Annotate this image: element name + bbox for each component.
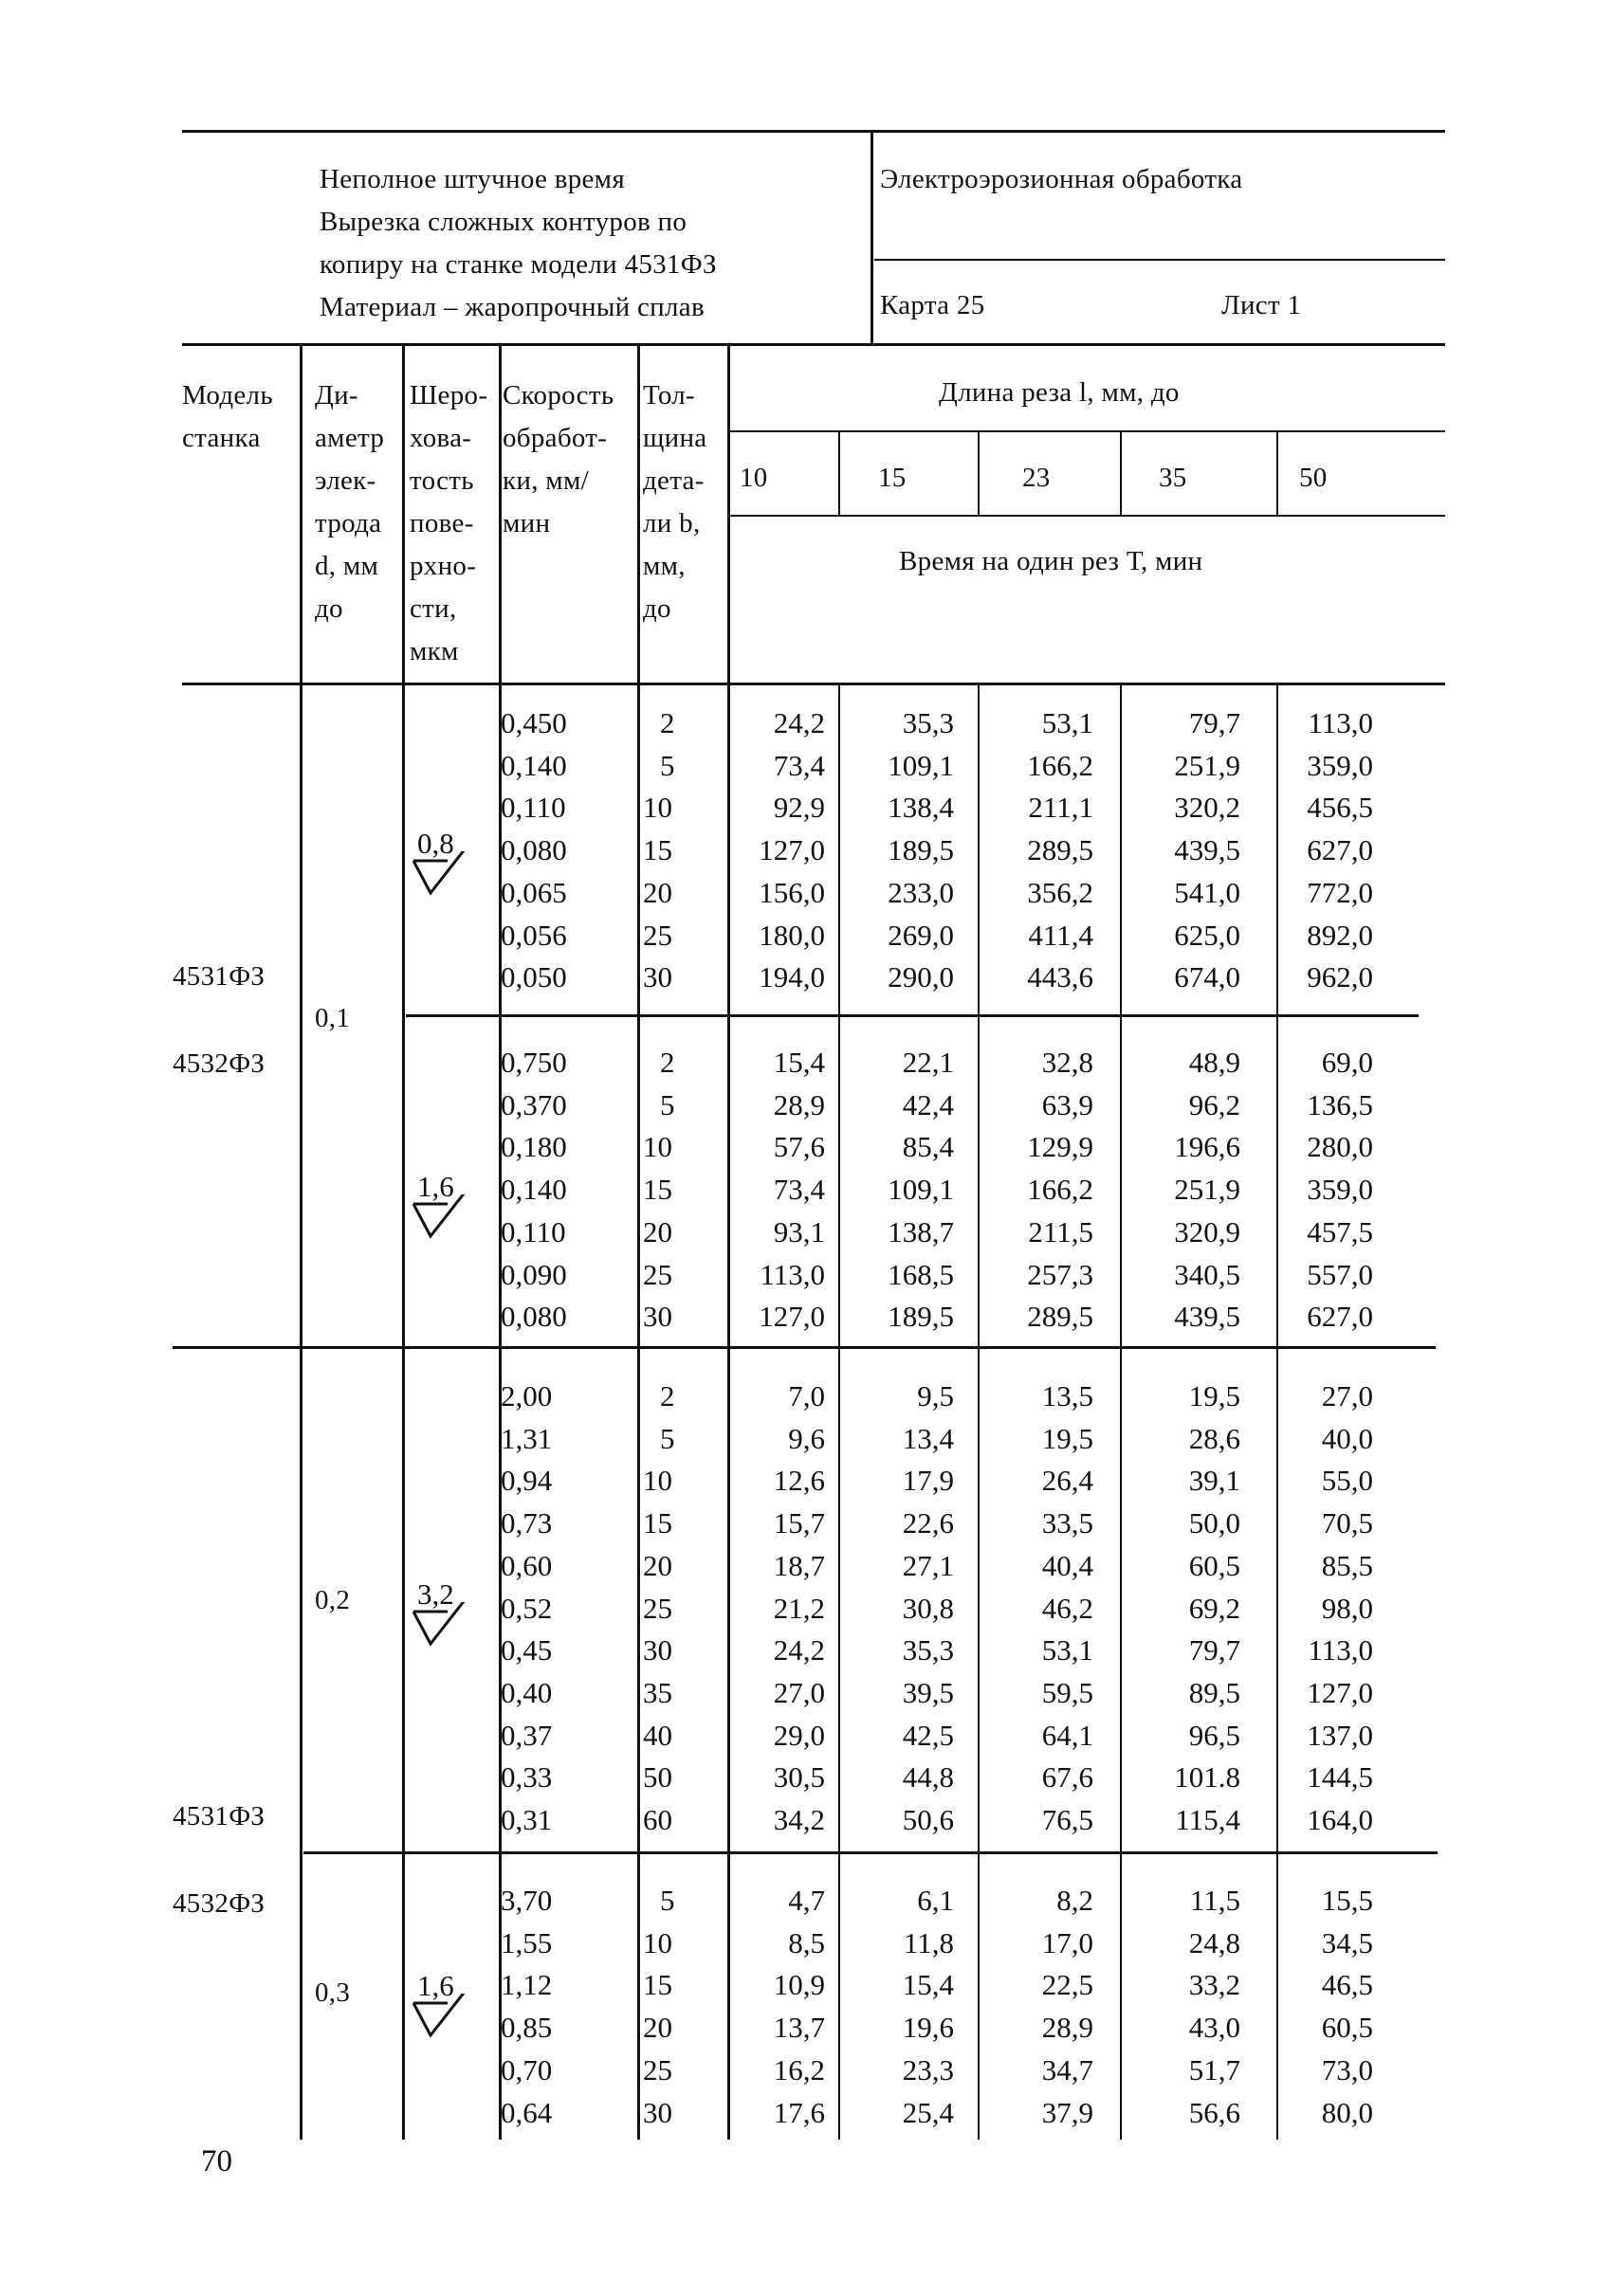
model-label: 4532ФЗ <box>173 1048 266 1079</box>
category-label: Электроэрозионная обработка <box>880 164 1243 194</box>
time-cell: 40,0 <box>1321 1421 1373 1455</box>
time-cell: 109,1 <box>888 1173 954 1207</box>
thickness-cell: 25 <box>643 1257 672 1291</box>
speed-cell: 0,370 <box>501 1087 567 1121</box>
speed-cell: 0,090 <box>501 1257 567 1291</box>
diameter-value: 0,2 <box>315 1585 351 1615</box>
time-cell: 40,4 <box>1041 1548 1093 1582</box>
time-cell: 359,0 <box>1307 748 1373 782</box>
time-cell: 28,6 <box>1188 1421 1240 1455</box>
time-cell: 113,0 <box>1308 1633 1373 1667</box>
time-cell: 26,4 <box>1041 1464 1093 1498</box>
diameter-header-line: d, мм <box>315 551 379 581</box>
time-cell: 50,6 <box>902 1803 954 1836</box>
time-cell: 251,9 <box>1174 1173 1240 1207</box>
roughness-value: 1,6 <box>417 1969 454 2002</box>
length-value-15: 15 <box>878 463 907 493</box>
time-cell: 164,0 <box>1307 1803 1373 1836</box>
time-cell: 24,8 <box>1188 1925 1240 1959</box>
time-cell: 42,4 <box>902 1087 954 1121</box>
thickness-cell: 25 <box>643 918 672 952</box>
time-cell: 290,0 <box>888 960 954 994</box>
speed-cell: 0,94 <box>501 1464 553 1498</box>
time-cell: 10,9 <box>773 1968 825 2002</box>
time-cell: 11,8 <box>903 1925 954 1959</box>
speed-header-line: обработ- <box>503 423 608 453</box>
body-divider-1 <box>300 683 302 2140</box>
speed-cell: 0,050 <box>501 960 567 994</box>
speed-cell: 0,110 <box>501 791 566 825</box>
time-cell: 456,5 <box>1307 791 1373 825</box>
time-cell: 80,0 <box>1321 2095 1373 2129</box>
length-value-10: 10 <box>740 463 768 493</box>
time-cell: 24,2 <box>773 1633 825 1667</box>
time-cell: 180,0 <box>759 918 825 952</box>
time-cell: 22,5 <box>1041 1968 1093 2002</box>
thickness-cell: 15 <box>643 1968 672 2002</box>
time-cell: 439,5 <box>1174 1300 1240 1334</box>
time-cell: 557,0 <box>1307 1257 1373 1291</box>
model-label: 4531ФЗ <box>173 961 266 992</box>
time-cell: 21,2 <box>773 1591 825 1625</box>
thickness-cell: 35 <box>643 1675 672 1709</box>
time-cell: 85,4 <box>902 1130 954 1164</box>
time-cell: 73,0 <box>1321 2052 1373 2086</box>
header-right-rule <box>874 259 1445 261</box>
time-cell: 53,1 <box>1041 1633 1093 1667</box>
roughness-header-line: рхно- <box>410 551 477 581</box>
time-cell: 13,7 <box>773 2011 825 2045</box>
time-cell: 34,7 <box>1041 2052 1093 2086</box>
speed-cell: 0,73 <box>501 1506 553 1540</box>
length-divider-3 <box>1120 430 1122 515</box>
time-cell: 34,2 <box>773 1803 825 1836</box>
time-cell: 211,5 <box>1028 1214 1093 1248</box>
time-cell: 8,5 <box>788 1925 825 1959</box>
time-cell: 627,0 <box>1307 1300 1373 1334</box>
time-cell: 42,5 <box>902 1718 954 1752</box>
thickness-cell: 5 <box>660 1884 675 1917</box>
colhead-divider-5 <box>727 343 730 683</box>
time-cell: 127,0 <box>759 1300 825 1334</box>
time-cell: 138,7 <box>888 1214 954 1248</box>
time-cell: 28,9 <box>773 1087 825 1121</box>
thickness-cell: 25 <box>643 2052 672 2086</box>
model-label: 4531ФЗ <box>173 1801 266 1831</box>
time-cell: 37,9 <box>1041 2095 1093 2129</box>
surface-finish-icon <box>410 1194 470 1248</box>
roughness-header-line: мкм <box>410 636 459 666</box>
thickness-cell: 10 <box>643 1130 672 1164</box>
time-cell: 17,6 <box>773 2095 825 2129</box>
time-cell: 127,0 <box>1307 1675 1373 1709</box>
speed-cell: 0,065 <box>501 875 567 909</box>
card-label: Карта 25 <box>880 290 985 320</box>
time-cell: 35,3 <box>902 706 954 739</box>
time-cell: 46,5 <box>1321 1968 1373 2002</box>
time-cell: 211,1 <box>1028 791 1093 825</box>
thickness-header-line: Тол- <box>643 380 695 410</box>
time-cell: 55,0 <box>1321 1464 1373 1498</box>
thickness-cell: 60 <box>643 1803 672 1836</box>
block-rule <box>173 1346 1436 1349</box>
thickness-cell: 20 <box>643 2011 672 2045</box>
time-cell: 15,5 <box>1321 1884 1373 1917</box>
time-cell: 93,1 <box>773 1214 825 1248</box>
roughness-header-line: Шеро- <box>410 380 488 410</box>
thickness-cell: 5 <box>660 1087 675 1121</box>
time-cell: 168,5 <box>888 1257 954 1291</box>
time-cell: 196,6 <box>1174 1130 1240 1164</box>
thickness-header-line: дета- <box>643 465 705 496</box>
speed-cell: 0,37 <box>501 1718 553 1752</box>
time-cell: 280,0 <box>1307 1130 1373 1164</box>
speed-cell: 3,70 <box>501 1884 553 1917</box>
time-cell: 4,7 <box>788 1884 825 1917</box>
title-line-1: Неполное штучное время <box>320 164 625 194</box>
time-cell: 137,0 <box>1307 1718 1373 1752</box>
time-cell: 18,7 <box>773 1548 825 1582</box>
speed-cell: 0,85 <box>501 2011 553 2045</box>
thickness-cell: 10 <box>643 1925 672 1959</box>
time-cell: 166,2 <box>1027 1173 1093 1207</box>
thickness-cell: 30 <box>643 960 672 994</box>
time-cell: 289,5 <box>1027 1300 1093 1334</box>
header-top-rule <box>182 130 1445 133</box>
time-cell: 15,4 <box>902 1968 954 2002</box>
length-divider-1 <box>838 430 840 515</box>
time-cell: 96,5 <box>1188 1718 1240 1752</box>
length-divider-2 <box>978 430 980 515</box>
roughness-symbol <box>410 1168 476 1253</box>
time-cell: 625,0 <box>1174 918 1240 952</box>
roughness-value: 0,8 <box>417 827 454 860</box>
time-cell: 59,5 <box>1041 1675 1093 1709</box>
time-cell: 439,5 <box>1174 833 1240 867</box>
time-cell: 129,9 <box>1027 1130 1093 1164</box>
title-line-2: Вырезка сложных контуров по <box>320 207 687 237</box>
time-cell: 24,2 <box>773 706 825 739</box>
time-cell: 892,0 <box>1307 918 1373 952</box>
thickness-cell: 2 <box>660 1379 675 1412</box>
time-cell: 73,4 <box>773 1173 825 1207</box>
thickness-cell: 5 <box>660 1421 675 1455</box>
speed-cell: 0,52 <box>501 1591 553 1625</box>
time-cell: 43,0 <box>1188 2011 1240 2045</box>
time-cell: 257,3 <box>1027 1257 1093 1291</box>
thickness-header-line: ли b, <box>643 508 701 538</box>
speed-cell: 0,110 <box>501 1214 566 1248</box>
time-cell: 15,4 <box>773 1046 825 1079</box>
time-cell: 39,1 <box>1188 1464 1240 1498</box>
time-cell: 69,2 <box>1188 1591 1240 1625</box>
header-divider <box>871 130 873 343</box>
time-cell: 8,2 <box>1056 1884 1093 1917</box>
time-cell: 194,0 <box>759 960 825 994</box>
time-cell: 16,2 <box>773 2052 825 2086</box>
time-cell: 64,1 <box>1041 1718 1093 1752</box>
time-cell: 57,6 <box>773 1130 825 1164</box>
time-cell: 67,6 <box>1041 1760 1093 1795</box>
speed-header-line: ки, мм/ <box>503 465 589 496</box>
diameter-header-line: до <box>315 593 343 624</box>
time-cell: 56,6 <box>1188 2095 1240 2129</box>
time-cell: 22,1 <box>902 1046 954 1079</box>
length-value-35: 35 <box>1159 463 1187 493</box>
time-cell: 289,5 <box>1027 833 1093 867</box>
diameter-header-line: трода <box>315 508 382 538</box>
time-cell: 166,2 <box>1027 748 1093 782</box>
thickness-cell: 15 <box>643 1173 672 1207</box>
time-cell: 79,7 <box>1188 1633 1240 1667</box>
time-cell: 674,0 <box>1174 960 1240 994</box>
time-cell: 233,0 <box>888 875 954 909</box>
time-cell: 50,0 <box>1188 1506 1240 1540</box>
time-cell: 115,4 <box>1175 1803 1240 1836</box>
time-cell: 85,5 <box>1321 1548 1373 1582</box>
time-cell: 30,8 <box>902 1591 954 1625</box>
body-divider-4 <box>637 683 640 2140</box>
time-cell: 340,5 <box>1174 1257 1240 1291</box>
time-cell: 11,5 <box>1189 1884 1240 1917</box>
roughness-header-line: сти, <box>410 593 457 624</box>
length-value-23: 23 <box>1022 463 1051 493</box>
model-header-line: станка <box>182 423 261 453</box>
time-cell: 33,2 <box>1188 1968 1240 2002</box>
time-cell: 98,0 <box>1321 1591 1373 1625</box>
colhead-divider-2 <box>402 343 405 683</box>
time-cell: 27,0 <box>1321 1379 1373 1412</box>
time-cell: 32,8 <box>1041 1046 1093 1079</box>
time-cell: 7,0 <box>788 1379 825 1412</box>
diameter-header-line: аметр <box>315 423 385 453</box>
speed-cell: 0,33 <box>501 1760 553 1795</box>
time-cell: 113,0 <box>1308 706 1373 739</box>
thickness-header-line: до <box>643 593 671 624</box>
colhead-bottom-rule <box>182 683 1445 685</box>
time-cell: 9,5 <box>917 1379 954 1412</box>
time-cell: 17,9 <box>902 1464 954 1498</box>
roughness-value: 3,2 <box>417 1577 454 1611</box>
thickness-cell: 50 <box>643 1760 672 1795</box>
time-cell: 136,5 <box>1307 1087 1373 1121</box>
thickness-cell: 15 <box>643 833 672 867</box>
thickness-cell: 2 <box>660 1046 675 1079</box>
roughness-header-line: пове- <box>410 508 474 538</box>
group-rule-1 <box>406 1014 1419 1017</box>
colhead-divider-1 <box>300 343 302 683</box>
time-cell: 60,5 <box>1321 2011 1373 2045</box>
speed-cell: 0,64 <box>501 2095 553 2129</box>
time-cell: 89,5 <box>1188 1675 1240 1709</box>
time-cell: 356,2 <box>1027 875 1093 909</box>
time-cell: 60,5 <box>1188 1548 1240 1582</box>
speed-cell: 0,31 <box>501 1803 553 1836</box>
title-line-4: Материал – жаропрочный сплав <box>320 292 705 322</box>
time-cell: 17,0 <box>1041 1925 1093 1959</box>
time-cell: 79,7 <box>1188 706 1240 739</box>
time-cell: 189,5 <box>888 1300 954 1334</box>
time-cell: 251,9 <box>1174 748 1240 782</box>
time-cell: 13,4 <box>902 1421 954 1455</box>
time-title: Время на один рез Т, мин <box>899 546 1203 576</box>
time-cell: 44,8 <box>902 1760 954 1795</box>
thickness-cell: 30 <box>643 1300 672 1334</box>
time-cell: 96,2 <box>1188 1087 1240 1121</box>
length-title: Длина реза l, мм, до <box>939 377 1180 408</box>
page-number: 70 <box>201 2144 232 2178</box>
time-cell: 19,5 <box>1041 1421 1093 1455</box>
time-cell: 92,9 <box>773 791 825 825</box>
speed-cell: 2,00 <box>501 1379 553 1412</box>
surface-finish-icon <box>410 1602 470 1655</box>
time-cell: 127,0 <box>759 833 825 867</box>
sheet-label: Лист 1 <box>1221 290 1302 320</box>
thickness-cell: 10 <box>643 791 672 825</box>
speed-cell: 0,70 <box>501 2052 553 2086</box>
speed-cell: 0,40 <box>501 1675 553 1709</box>
surface-finish-icon <box>410 851 470 904</box>
diameter-value: 0,1 <box>315 1003 351 1033</box>
speed-cell: 0,080 <box>501 833 567 867</box>
colhead-divider-4 <box>637 343 640 683</box>
thickness-cell: 5 <box>660 748 675 782</box>
time-cell: 33,5 <box>1041 1506 1093 1540</box>
thickness-cell: 30 <box>643 1633 672 1667</box>
thickness-cell: 15 <box>643 1506 672 1540</box>
time-cell: 457,5 <box>1307 1214 1373 1248</box>
time-cell: 269,0 <box>888 918 954 952</box>
time-cell: 189,5 <box>888 833 954 867</box>
time-cell: 113,0 <box>760 1257 825 1291</box>
time-cell: 23,3 <box>902 2052 954 2086</box>
time-cell: 12,6 <box>773 1464 825 1498</box>
time-cell: 443,6 <box>1027 960 1093 994</box>
time-cell: 962,0 <box>1307 960 1373 994</box>
model-header-line: Модель <box>182 380 273 410</box>
time-cell: 541,0 <box>1174 875 1240 909</box>
time-cell: 6,1 <box>917 1884 954 1917</box>
time-cell: 109,1 <box>888 748 954 782</box>
speed-cell: 0,080 <box>501 1300 567 1334</box>
time-cell: 411,4 <box>1028 918 1093 952</box>
time-cell: 27,0 <box>773 1675 825 1709</box>
length-values-rule <box>730 515 1445 517</box>
time-cell: 48,9 <box>1188 1046 1240 1079</box>
time-cell: 13,5 <box>1041 1379 1093 1412</box>
time-cell: 320,2 <box>1174 791 1240 825</box>
time-cell: 70,5 <box>1321 1506 1373 1540</box>
time-cell: 101.8 <box>1174 1760 1240 1795</box>
thickness-cell: 10 <box>643 1464 672 1498</box>
thickness-cell: 20 <box>643 875 672 909</box>
time-cell: 76,5 <box>1041 1803 1093 1836</box>
time-cell: 73,4 <box>773 748 825 782</box>
body-divider-2 <box>402 683 405 2140</box>
thickness-cell: 40 <box>643 1718 672 1752</box>
time-cell: 29,0 <box>773 1718 825 1752</box>
speed-cell: 0,056 <box>501 918 567 952</box>
speed-cell: 0,180 <box>501 1130 567 1164</box>
diameter-header-line: элек- <box>315 465 376 496</box>
length-value-50: 50 <box>1299 463 1328 493</box>
time-cell: 359,0 <box>1307 1173 1373 1207</box>
time-cell: 320,9 <box>1174 1214 1240 1248</box>
speed-cell: 1,31 <box>501 1421 553 1455</box>
title-line-3: копиру на станке модели 4531ФЗ <box>320 249 717 280</box>
time-cell: 63,9 <box>1041 1087 1093 1121</box>
time-cell: 9,6 <box>788 1421 825 1455</box>
length-divider-4 <box>1276 430 1278 515</box>
time-cell: 627,0 <box>1307 833 1373 867</box>
speed-cell: 1,55 <box>501 1925 553 1959</box>
time-cell: 28,9 <box>1041 2011 1093 2045</box>
speed-cell: 1,12 <box>501 1968 553 2002</box>
time-cell: 53,1 <box>1041 706 1093 739</box>
time-cell: 27,1 <box>902 1548 954 1582</box>
time-cell: 772,0 <box>1307 875 1373 909</box>
time-cell: 144,5 <box>1307 1760 1373 1795</box>
time-cell: 69,0 <box>1321 1046 1373 1079</box>
thickness-cell: 20 <box>643 1548 672 1582</box>
time-cell: 46,2 <box>1041 1591 1093 1625</box>
time-cell: 19,6 <box>902 2011 954 2045</box>
roughness-symbol <box>410 1576 476 1661</box>
colhead-divider-3 <box>499 343 502 683</box>
thickness-header-line: щина <box>643 423 707 453</box>
header-bottom-rule <box>182 343 1445 346</box>
time-cell: 138,4 <box>888 791 954 825</box>
thickness-cell: 2 <box>660 706 675 739</box>
time-cell: 19,5 <box>1188 1379 1240 1412</box>
speed-cell: 0,140 <box>501 1173 567 1207</box>
time-cell: 39,5 <box>902 1675 954 1709</box>
roughness-symbol <box>410 825 476 910</box>
speed-cell: 0,45 <box>501 1633 553 1667</box>
thickness-header-line: мм, <box>643 551 686 581</box>
roughness-value: 1,6 <box>417 1170 454 1203</box>
speed-cell: 0,140 <box>501 748 567 782</box>
diameter-value: 0,3 <box>315 1977 351 2008</box>
speed-cell: 0,60 <box>501 1548 553 1582</box>
time-cell: 25,4 <box>902 2095 954 2129</box>
time-cell: 22,6 <box>902 1506 954 1540</box>
group-rule-2 <box>303 1851 1438 1854</box>
thickness-cell: 20 <box>643 1214 672 1248</box>
thickness-cell: 25 <box>643 1591 672 1625</box>
speed-header-line: Скорость <box>503 380 614 410</box>
time-cell: 35,3 <box>902 1633 954 1667</box>
time-cell: 34,5 <box>1321 1925 1373 1959</box>
time-cell: 156,0 <box>759 875 825 909</box>
thickness-cell: 30 <box>643 2095 672 2129</box>
roughness-symbol <box>410 1967 476 2052</box>
time-cell: 15,7 <box>773 1506 825 1540</box>
time-cell: 30,5 <box>773 1760 825 1795</box>
speed-cell: 0,450 <box>501 706 567 739</box>
model-label: 4532ФЗ <box>173 1888 266 1919</box>
speed-header-line: мин <box>503 508 551 538</box>
roughness-header-line: хова- <box>410 423 472 453</box>
diameter-header-line: Ди- <box>315 380 358 410</box>
speed-cell: 0,750 <box>501 1046 567 1079</box>
surface-finish-icon <box>410 1994 470 2047</box>
time-cell: 51,7 <box>1188 2052 1240 2086</box>
roughness-header-line: тость <box>410 465 474 496</box>
